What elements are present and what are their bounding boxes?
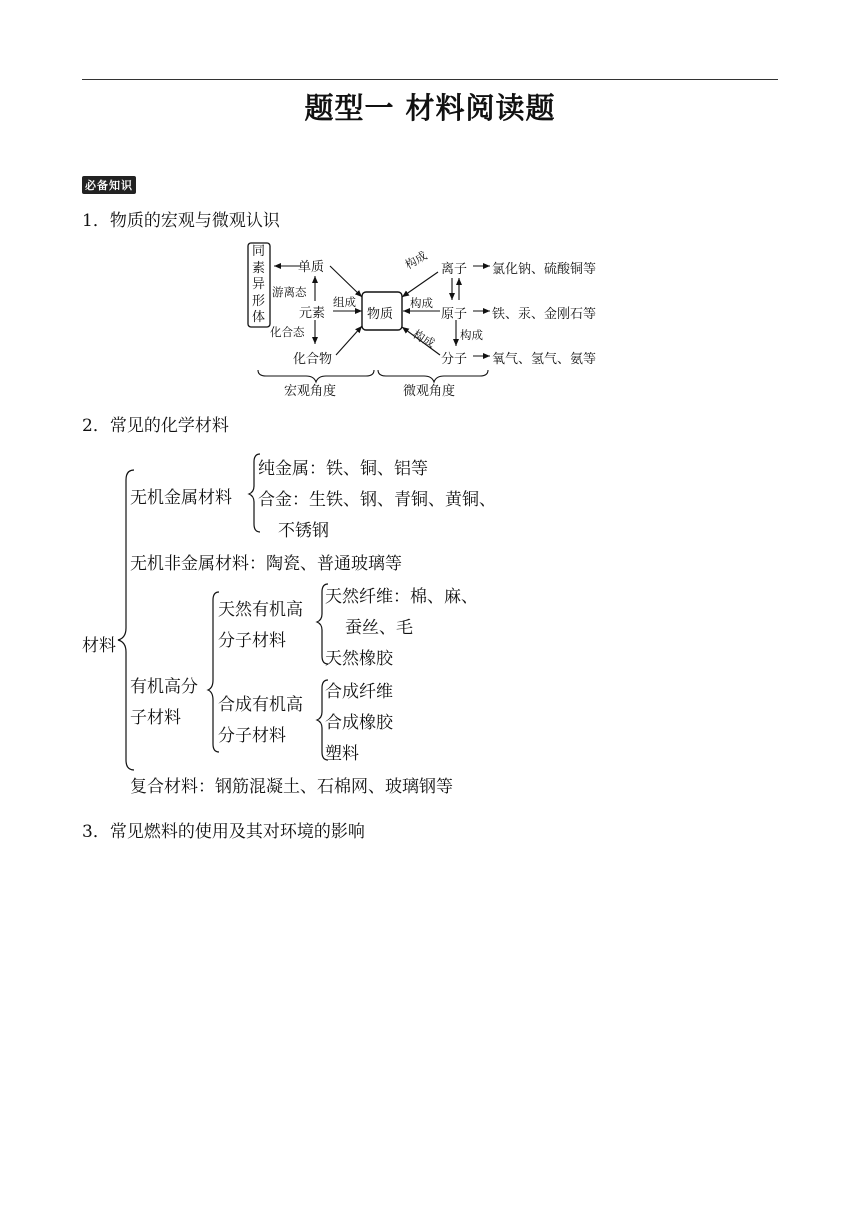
alloy-line-2: 不锈钢 <box>278 521 329 541</box>
lizi-examples: 氯化钠、硫酸铜等 <box>492 262 597 277</box>
heading-3: 3．常见燃料的使用及其对环境的影响 <box>82 822 365 842</box>
goucheng-label-4: 构成 <box>460 328 483 342</box>
natural-fiber-1: 天然纤维：棉、麻、 <box>325 587 478 607</box>
synthetic-line-1: 合成有机高 <box>218 695 303 715</box>
heading-1: 1．物质的宏观与微观认识 <box>82 211 280 231</box>
alloy-line-1: 合金：生铁、钢、青铜、黄铜、 <box>258 490 496 510</box>
pure-metal: 纯金属：铁、铜、铝等 <box>258 459 428 479</box>
fenzi-examples: 氧气、氢气、氨等 <box>492 352 597 367</box>
synthetic-fiber: 合成纤维 <box>325 682 393 702</box>
huahetai-label: 化合态 <box>270 325 305 339</box>
inorganic-metal: 无机金属材料 <box>130 488 232 508</box>
goucheng-label-2: 构成 <box>410 296 433 310</box>
lizi-label: 离子 <box>441 262 468 277</box>
natural-fiber-2: 蚕丝、毛 <box>345 618 413 638</box>
yuanzi-label: 原子 <box>441 307 468 322</box>
section-badge: 必备知识 <box>82 176 136 194</box>
macro-label: 宏观角度 <box>284 384 337 399</box>
wuzhi-label: 物质 <box>367 307 394 322</box>
yuanzi-examples: 铁、汞、金刚石等 <box>492 307 597 322</box>
natural-line-1: 天然有机高 <box>218 600 303 620</box>
youli-label: 游离态 <box>272 285 307 299</box>
page-title: 题型一 材料阅读题 <box>304 91 556 125</box>
organic-line-2: 子材料 <box>130 708 181 728</box>
micro-label: 微观角度 <box>403 384 456 399</box>
natural-rubber: 天然橡胶 <box>325 649 393 669</box>
plastic: 塑料 <box>325 744 359 764</box>
inorganic-nonmetal: 无机非金属材料：陶瓷、普通玻璃等 <box>130 554 402 574</box>
synthetic-line-2: 分子材料 <box>218 726 286 746</box>
composite: 复合材料：钢筋混凝土、石棉网、玻璃钢等 <box>130 777 453 797</box>
danzhi-label: 单质 <box>298 260 325 275</box>
huahewu-label: 化合物 <box>293 352 333 367</box>
heading-2: 2．常见的化学材料 <box>82 416 229 436</box>
yuansu-label: 元素 <box>299 306 326 321</box>
tree-root: 材料 <box>82 636 116 656</box>
natural-line-2: 分子材料 <box>218 631 286 651</box>
fenzi-label: 分子 <box>441 352 468 367</box>
synthetic-rubber: 合成橡胶 <box>325 713 393 733</box>
goucheng-label-1: 构成 <box>402 248 430 272</box>
goucheng-label-3: 构成 <box>410 326 438 351</box>
organic-line-1: 有机高分 <box>130 677 198 697</box>
allotrope-label: 同 素 异 形 体 <box>252 244 266 325</box>
zucheng-label: 组成 <box>333 295 356 309</box>
